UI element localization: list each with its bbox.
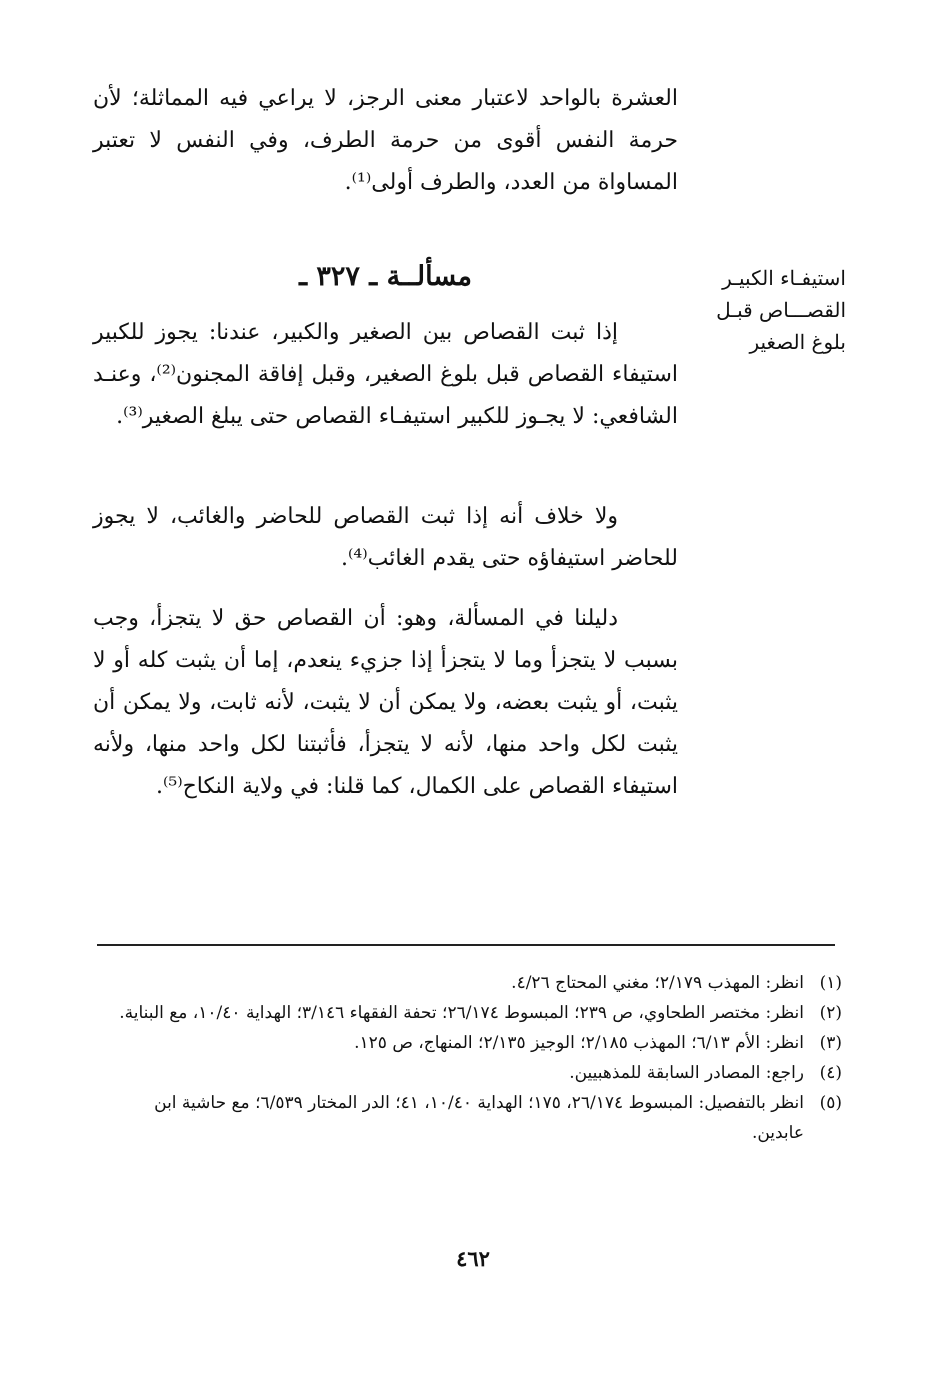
- footnote-text: انظر بالتفصيل: المبسوط ٢٦/١٧٤، ١٧٥؛ الهداية ١٠/٤٠، ٤١؛ الدر المختار ٦/٥٣٩؛ مع حاشية ابن عابدين.: [154, 1093, 804, 1143]
- footnotes-list: [102, 968, 842, 1148]
- footnote-item: [102, 1028, 842, 1058]
- paragraph-1: إذا ثبت القصاص بين الصغير والكبير، عندنا: يجوز للكبير استيفاء القصاص قبل بلوغ الصغير، وقبل إفاقة المجنون⁽²⁾، وعنـد الشافعي: لا يجـوز للكبير استيفـاء القصاص حتى يبلغ الصغير⁽³⁾.: [93, 320, 678, 429]
- margin-note: استيفـاء الكبيـر القصـــاص قبـل بلوغ الصغير: [716, 266, 846, 354]
- paragraph-3: دليلنا في المسألة، وهو: أن القصاص حق لا يتجزأ، وجب بسبب لا يتجزأ وما لا يتجزأ إذا جزيء ينعدم، إما أن يثبت كله أو لا يثبت، أو يثبت بعضه، ولا يمكن أن لا يثبت، لأنه ثابت، ولا يمكن أن يثبت لكل واحد منها، لأنه لا يتجزأ، فأثبتنا لكل واحد منها، ولأنه استيفاء القصاص على الكمال، كما قلنا: في ولاية النكاح⁽⁵⁾.: [93, 606, 678, 799]
- footnote-text: راجع: المصادر السابقة للمذهبيين.: [569, 1063, 804, 1083]
- paragraph-2: ولا خلاف أنه إذا ثبت القصاص للحاضر والغائب، لا يجوز للحاضر استيفاؤه حتى يقدم الغائب⁽⁴⁾.: [93, 504, 678, 571]
- page-number: ٤٦٢: [456, 1246, 490, 1271]
- footnote-number: (٢): [819, 1003, 842, 1023]
- footnote-item: [102, 1088, 842, 1148]
- footnote-text: انظر: المهذب ٢/١٧٩؛ مغني المحتاج ٤/٢٦.: [511, 973, 804, 993]
- footnote-item: [102, 1058, 842, 1088]
- footnote-number: (٥): [819, 1093, 842, 1113]
- footnote-divider: [97, 944, 835, 946]
- footnote-text: انظر: مختصر الطحاوي، ص ٢٣٩؛ المبسوط ٢٦/١٧٤؛ تحفة الفقهاء ٣/١٤٦؛ الهداية ١٠/٤٠، مع البناية.: [119, 1003, 804, 1023]
- footnote-number: (١): [819, 973, 842, 993]
- footnote-item: [102, 968, 842, 998]
- issue-heading: مسألــة ـ ٣٢٧ ـ: [299, 261, 472, 292]
- footnote-text: انظر: الأم ٦/١٣؛ المهذب ٢/١٨٥؛ الوجيز ٢/١٣٥؛ المنهاج، ص ١٢٥.: [354, 1033, 804, 1053]
- intro-paragraph: العشرة بالواحد لاعتبار معنى الرجز، لا يراعي فيه المماثلة؛ لأن حرمة النفس أقوى من حرمة الطرف، وفي النفس لا تعتبر المساواة من العدد، والطرف أولى⁽¹⁾.: [93, 86, 678, 195]
- footnote-number: (٣): [819, 1033, 842, 1053]
- footnote-item: [102, 998, 842, 1028]
- footnote-number: (٤): [819, 1063, 842, 1083]
